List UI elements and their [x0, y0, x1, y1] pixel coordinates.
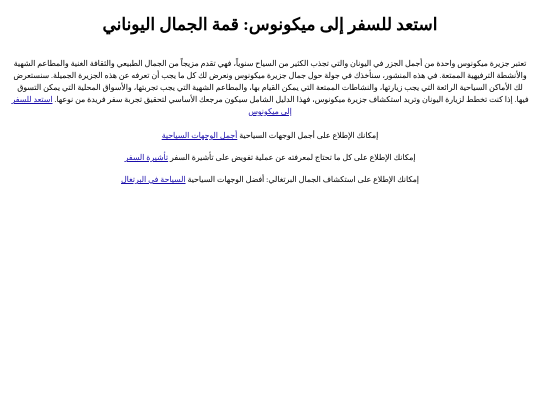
- article-page: [0, 14, 540, 185]
- related-line-portugal: [10, 175, 530, 185]
- destinations-link[interactable]: أجمل الوجهات السياحية: [161, 131, 238, 140]
- portugal-link[interactable]: السياحة في البرتغال: [121, 175, 186, 184]
- intro-text: تعتبر جزيرة ميكونوس واحدة من أجمل الجزر في اليونان والتي تجذب الكثير من السياح سنوياً، فهي تقدم مزيجاً من الجمال الطبيعي والثقافة الغنية والمطاعم الشهية والأنشطة الترفيهية الممتعة. في هذه المنشور، سنأخذك في جولة حول جمال جزيرة ميكونوس ونعرض لك كل ما يجب أن تعرفه عن هذه الجزيرة الجميلة. سنستعرض لك الأماكن السياحية الرائعة التي يجب زيارتها، والنشاطات الممتعة التي يمكن القيام بها، والمطاعم الشهية التي يجب تجربتها، والأسواق المحلية التي يمكن التسوق فيها. إذا كنت تخطط لزيارة اليونان وتريد استكشاف جزيرة ميكونوس، فهذا الدليل الشامل سيكون مرجعك الأساسي لتحقيق تجربة سفر فريدة من نوعها.: [13, 59, 529, 104]
- related-line-text: إمكانك الإطلاع على استكشاف الجمال البرتغالي: أفضل الوجهات السياحية: [187, 175, 419, 184]
- visa-link[interactable]: تأشيرة السفر: [124, 153, 169, 162]
- related-line-visa: [10, 153, 530, 163]
- related-line-destinations: [10, 131, 530, 141]
- related-line-text: إمكانك الإطلاع على كل ما تحتاج لمعرفته عن عملية تفويض على تأشيرة السفر: [170, 153, 416, 162]
- intro-link[interactable]: استعد للسفر إلى ميكونوس: [11, 95, 292, 116]
- intro-paragraph: [10, 58, 530, 118]
- page-title: استعد للسفر إلى ميكونوس: قمة الجمال اليوناني: [102, 15, 438, 34]
- related-line-text: إمكانك الإطلاع على أجمل الوجهات السياحية: [239, 131, 379, 140]
